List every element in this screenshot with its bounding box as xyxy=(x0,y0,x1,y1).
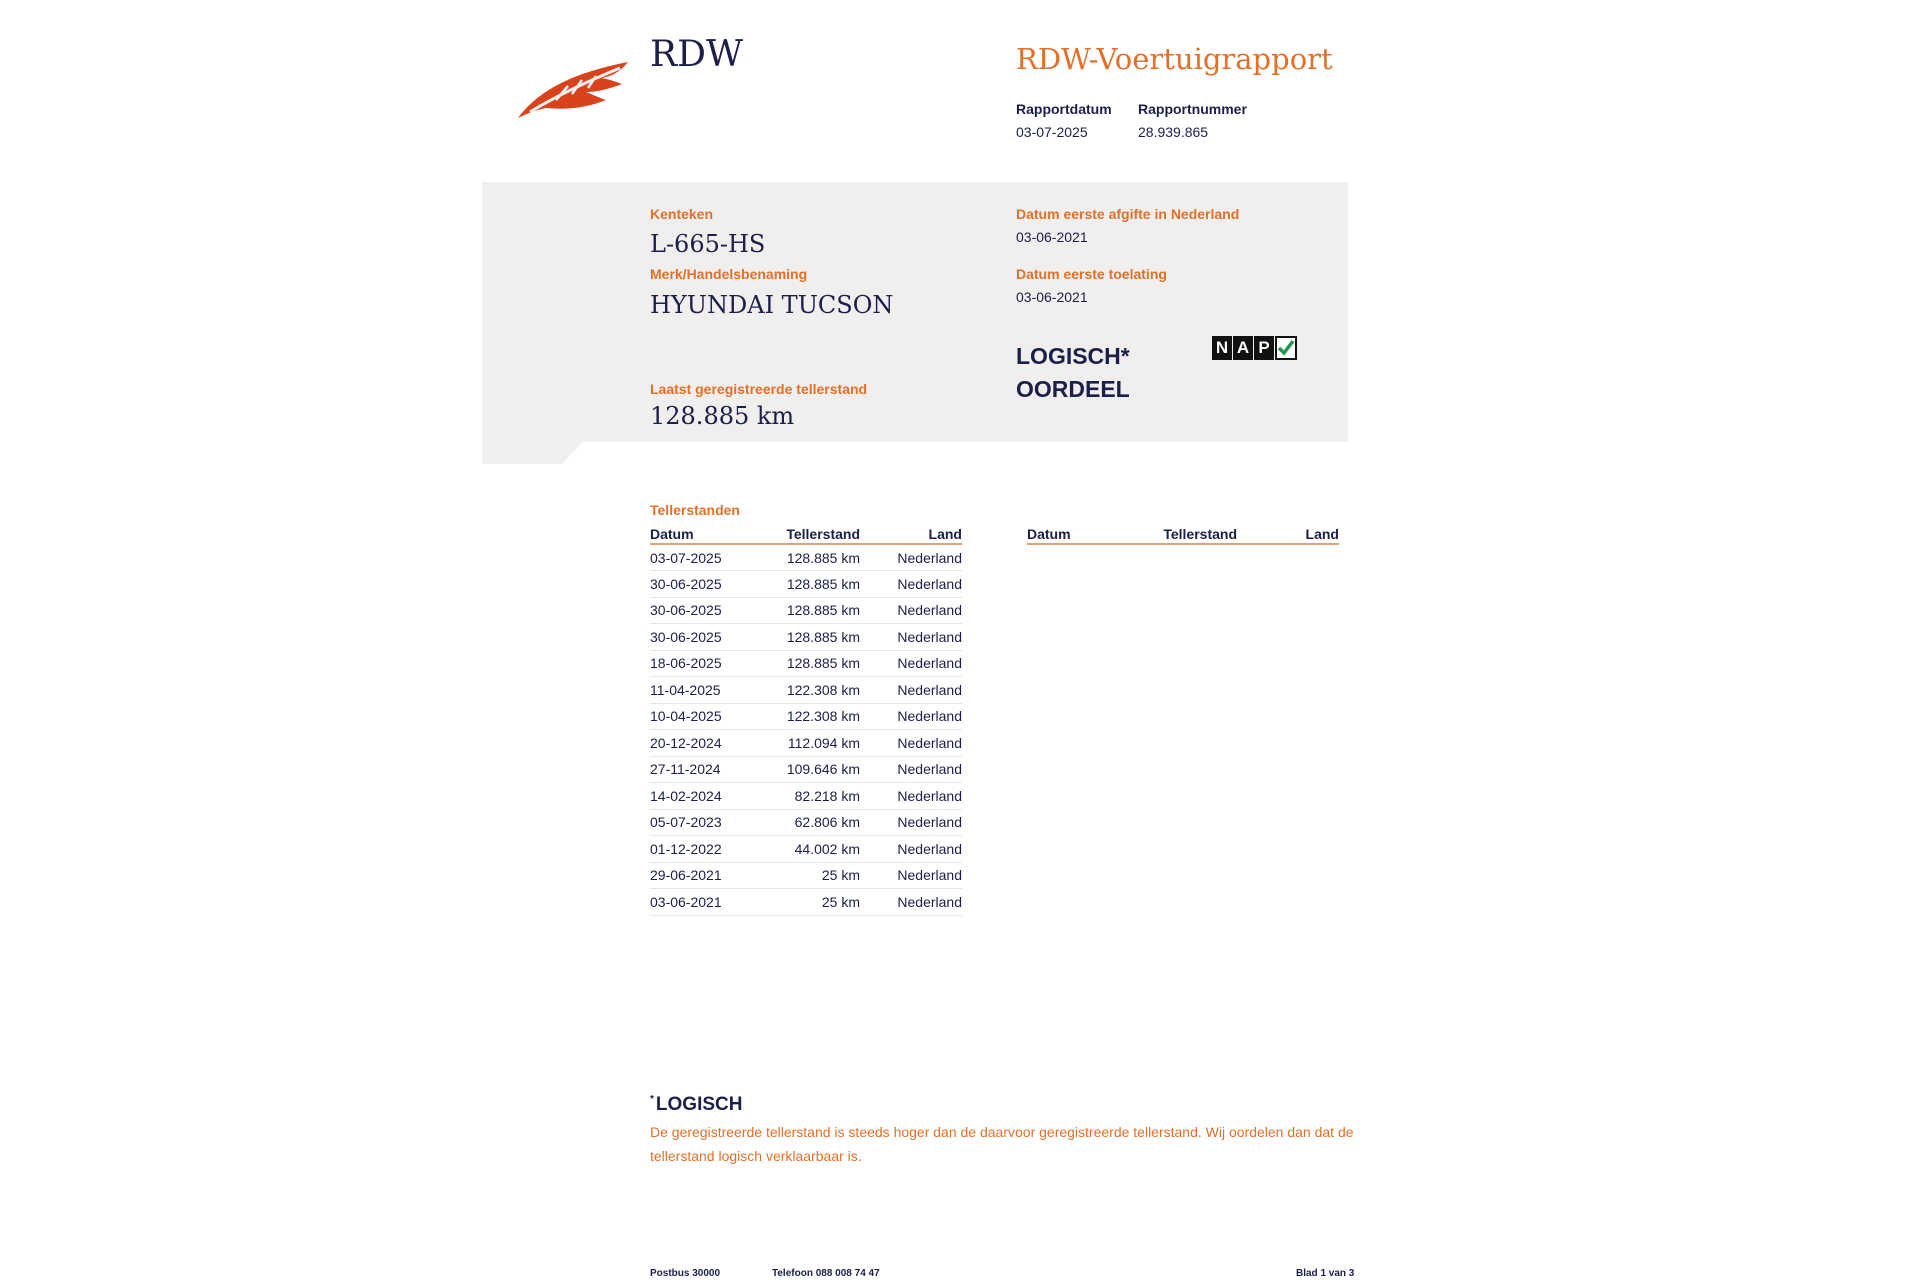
toelating-value: 03-06-2021 xyxy=(1016,289,1088,305)
table-row xyxy=(650,597,962,624)
verdict-line-2: OORDEEL xyxy=(1016,376,1130,402)
table-row xyxy=(650,783,962,810)
kenteken-label: Kenteken xyxy=(650,206,714,222)
table-row xyxy=(650,703,962,730)
footnote-marker: * xyxy=(650,1094,654,1105)
rapportdatum-value: 03-07-2025 xyxy=(1016,124,1088,140)
row-tellerstand: 25 km xyxy=(760,889,860,916)
rdw-logo-icon xyxy=(516,56,632,120)
footnote-heading-text: LOGISCH xyxy=(655,1094,743,1115)
row-datum: 03-06-2021 xyxy=(650,889,760,916)
row-datum: 01-12-2022 xyxy=(650,836,760,863)
merk-label: Merk/Handelsbenaming xyxy=(650,266,808,282)
row-land: Nederland xyxy=(860,703,962,730)
report-title: RDW-Voertuigrapport xyxy=(1016,42,1333,76)
row-tellerstand: 25 km xyxy=(760,862,860,889)
row-tellerstand: 122.308 km xyxy=(760,677,860,704)
row-datum: 30-06-2025 xyxy=(650,571,760,598)
rapportnummer-value: 28.939.865 xyxy=(1138,124,1209,140)
row-land: Nederland xyxy=(860,544,962,571)
row-datum: 20-12-2024 xyxy=(650,730,760,757)
row-land: Nederland xyxy=(860,756,962,783)
column-header-land-2: Land xyxy=(1237,524,1339,544)
row-datum: 30-06-2025 xyxy=(650,597,760,624)
nap-letter-p: P xyxy=(1254,336,1274,360)
row-tellerstand: 128.885 km xyxy=(760,650,860,677)
row-tellerstand: 128.885 km xyxy=(760,597,860,624)
table-row xyxy=(650,650,962,677)
row-land: Nederland xyxy=(860,783,962,810)
toelating-label: Datum eerste toelating xyxy=(1016,266,1167,282)
odometer-table xyxy=(650,524,962,916)
row-tellerstand: 82.218 km xyxy=(760,783,860,810)
rapportnummer-label: Rapportnummer xyxy=(1138,101,1247,117)
footer-page-number: Blad 1 van 3 xyxy=(1296,1268,1355,1279)
row-land: Nederland xyxy=(860,677,962,704)
row-land: Nederland xyxy=(860,597,962,624)
row-land: Nederland xyxy=(860,809,962,836)
row-tellerstand: 122.308 km xyxy=(760,703,860,730)
nap-letter-a: A xyxy=(1233,336,1253,360)
table-row xyxy=(650,862,962,889)
brand-name: RDW xyxy=(650,34,743,75)
footer-telefoon: Telefoon 088 008 74 47 xyxy=(772,1268,880,1279)
row-tellerstand: 128.885 km xyxy=(760,624,860,651)
row-datum: 11-04-2025 xyxy=(650,677,760,704)
column-header-land: Land xyxy=(860,524,962,544)
tellerstand-label: Laatst geregistreerde tellerstand xyxy=(650,381,868,397)
footer-postbus: Postbus 30000 xyxy=(650,1268,721,1279)
row-tellerstand: 112.094 km xyxy=(760,730,860,757)
row-tellerstand: 128.885 km xyxy=(760,571,860,598)
row-land: Nederland xyxy=(860,571,962,598)
row-tellerstand: 109.646 km xyxy=(760,756,860,783)
row-datum: 30-06-2025 xyxy=(650,624,760,651)
afgifte-value: 03-06-2021 xyxy=(1016,229,1088,245)
odometer-header-row xyxy=(650,524,962,544)
row-land: Nederland xyxy=(860,624,962,651)
nap-badge xyxy=(1212,336,1302,372)
row-datum: 03-07-2025 xyxy=(650,544,760,571)
tellerstanden-title: Tellerstanden xyxy=(650,502,740,518)
row-land: Nederland xyxy=(860,862,962,889)
column-header-datum: Datum xyxy=(650,524,760,544)
row-tellerstand: 44.002 km xyxy=(760,836,860,863)
rapportdatum-label: Rapportdatum xyxy=(1016,101,1112,117)
row-land: Nederland xyxy=(860,836,962,863)
tellerstand-value: 128.885 km xyxy=(650,402,795,430)
odometer-header-row-empty xyxy=(1027,524,1339,544)
panel-tab-shape xyxy=(482,442,582,464)
column-header-datum-2: Datum xyxy=(1027,524,1137,544)
kenteken-value: L-665-HS xyxy=(650,230,766,258)
table-row xyxy=(650,889,962,916)
row-land: Nederland xyxy=(860,650,962,677)
row-datum: 18-06-2025 xyxy=(650,650,760,677)
row-datum: 27-11-2024 xyxy=(650,756,760,783)
footnote-heading xyxy=(650,1094,742,1116)
table-row xyxy=(650,730,962,757)
afgifte-label: Datum eerste afgifte in Nederland xyxy=(1016,206,1240,222)
row-tellerstand: 128.885 km xyxy=(760,544,860,571)
column-header-tellerstand: Tellerstand xyxy=(760,524,860,544)
row-land: Nederland xyxy=(860,889,962,916)
column-header-tellerstand-2: Tellerstand xyxy=(1137,524,1237,544)
row-tellerstand: 62.806 km xyxy=(760,809,860,836)
nap-letter-n: N xyxy=(1212,336,1232,360)
table-row xyxy=(650,756,962,783)
table-row xyxy=(650,836,962,863)
table-row xyxy=(650,677,962,704)
table-row xyxy=(650,544,962,571)
nap-check-icon xyxy=(1275,336,1297,360)
table-row xyxy=(650,624,962,651)
row-land: Nederland xyxy=(860,730,962,757)
row-datum: 05-07-2023 xyxy=(650,809,760,836)
merk-value: HYUNDAI TUCSON xyxy=(650,291,894,319)
row-datum: 14-02-2024 xyxy=(650,783,760,810)
odometer-table-empty xyxy=(1027,524,1339,545)
table-row xyxy=(650,809,962,836)
verdict-line-1: LOGISCH* xyxy=(1016,343,1130,369)
table-row xyxy=(650,571,962,598)
footnote-text: De geregistreerde tellerstand is steeds hoger dan de daarvoor geregistreerde tellerstand. Wij oordelen dan dat de tellerstand logisch verklaarbaar is. xyxy=(650,1124,1354,1164)
row-datum: 10-04-2025 xyxy=(650,703,760,730)
row-datum: 29-06-2021 xyxy=(650,862,760,889)
